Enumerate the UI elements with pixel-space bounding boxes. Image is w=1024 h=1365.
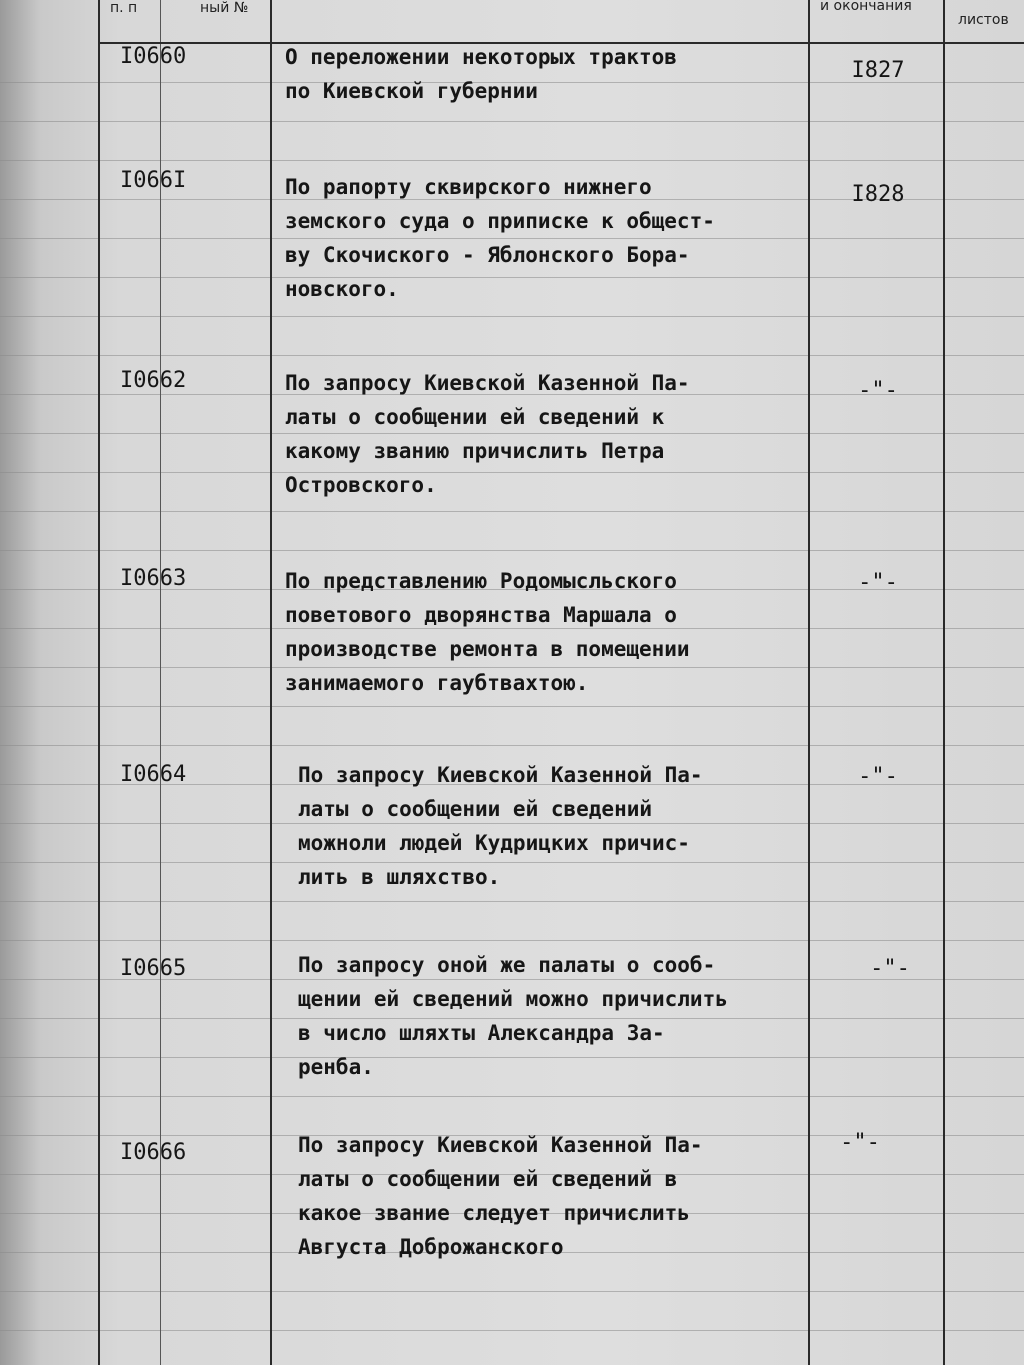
description-line: в число шляхты Александра За-	[298, 1021, 665, 1045]
ruled-line	[0, 1330, 1024, 1331]
case-date: I828	[851, 182, 905, 207]
case-description	[298, 948, 818, 1084]
description-line: поветового дворянства Маршала о	[285, 603, 677, 627]
case-date: -"-	[858, 570, 898, 595]
ruled-line	[0, 355, 1024, 356]
header-sheets: листов	[958, 12, 1009, 28]
column-line-description	[270, 0, 272, 1365]
ruled-line	[0, 1291, 1024, 1292]
case-description	[285, 170, 805, 306]
description-line: лить в шляхство.	[298, 865, 501, 889]
description-line: можноли людей Кудрицких причис-	[298, 831, 690, 855]
description-line: По рапорту сквирского нижнего	[285, 175, 652, 199]
description-line: латы о сообщении ей сведений в	[298, 1167, 678, 1191]
description-line: производстве ремонта в помещении	[285, 637, 690, 661]
case-description	[298, 758, 818, 894]
description-line: латы о сообщении ей сведений к	[285, 405, 665, 429]
ruled-line	[0, 901, 1024, 902]
case-number: I0665	[120, 956, 187, 981]
header-number: п. п	[110, 0, 138, 16]
description-line: латы о сообщении ей сведений	[298, 797, 653, 821]
description-line: какому званию причислить Петра	[285, 439, 665, 463]
case-description	[285, 40, 805, 108]
description-line: По запросу оной же палаты о сооб-	[298, 953, 716, 977]
case-date: -"-	[858, 764, 898, 789]
case-description	[285, 366, 805, 502]
description-line: По запросу Киевской Казенной Па-	[298, 763, 703, 787]
case-date: -"-	[840, 1130, 880, 1155]
case-number: I0666	[120, 1140, 187, 1165]
case-number: I0663	[120, 566, 187, 591]
header-case: ный №	[200, 0, 249, 16]
description-line: ренба.	[298, 1055, 374, 1079]
ruled-line	[0, 745, 1024, 746]
case-number: I066I	[120, 168, 187, 193]
description-line: занимаемого гаубтвахтою.	[285, 671, 589, 695]
ruled-line	[0, 706, 1024, 707]
ruled-line	[0, 1096, 1024, 1097]
description-line: Августа Доброжанского	[298, 1235, 564, 1259]
description-line: ву Скочиского - Яблонского Бора-	[285, 243, 690, 267]
description-line: Островского.	[285, 473, 437, 497]
description-line: земского суда о приписке к общест-	[285, 209, 715, 233]
description-line: По запросу Киевской Казенной Па-	[285, 371, 690, 395]
ruled-line	[0, 160, 1024, 161]
description-line: новского.	[285, 277, 399, 301]
case-date: -"-	[870, 956, 910, 981]
column-line-left	[98, 0, 100, 1365]
description-line: По представлению Родомысльского	[285, 569, 677, 593]
ruled-line	[0, 940, 1024, 941]
ruled-line	[0, 511, 1024, 512]
case-number: I0662	[120, 368, 187, 393]
description-line: по Киевской губернии	[285, 79, 538, 103]
description-line: По запросу Киевской Казенной Па-	[298, 1133, 703, 1157]
ruled-line	[0, 316, 1024, 317]
case-date: I827	[851, 58, 905, 83]
description-line: О переложении некоторых трактов	[285, 45, 677, 69]
case-date: -"-	[858, 378, 898, 403]
case-description	[285, 564, 805, 700]
description-line: какое звание следует причислить	[298, 1201, 690, 1225]
column-line-sheets	[943, 0, 945, 1365]
ruled-line	[0, 550, 1024, 551]
case-number: I0660	[120, 44, 187, 69]
case-description	[298, 1128, 818, 1264]
description-line: щении ей сведений можно причислить	[298, 987, 728, 1011]
ruled-line	[0, 121, 1024, 122]
header-dates: и окончания	[820, 0, 912, 14]
case-number: I0664	[120, 762, 187, 787]
